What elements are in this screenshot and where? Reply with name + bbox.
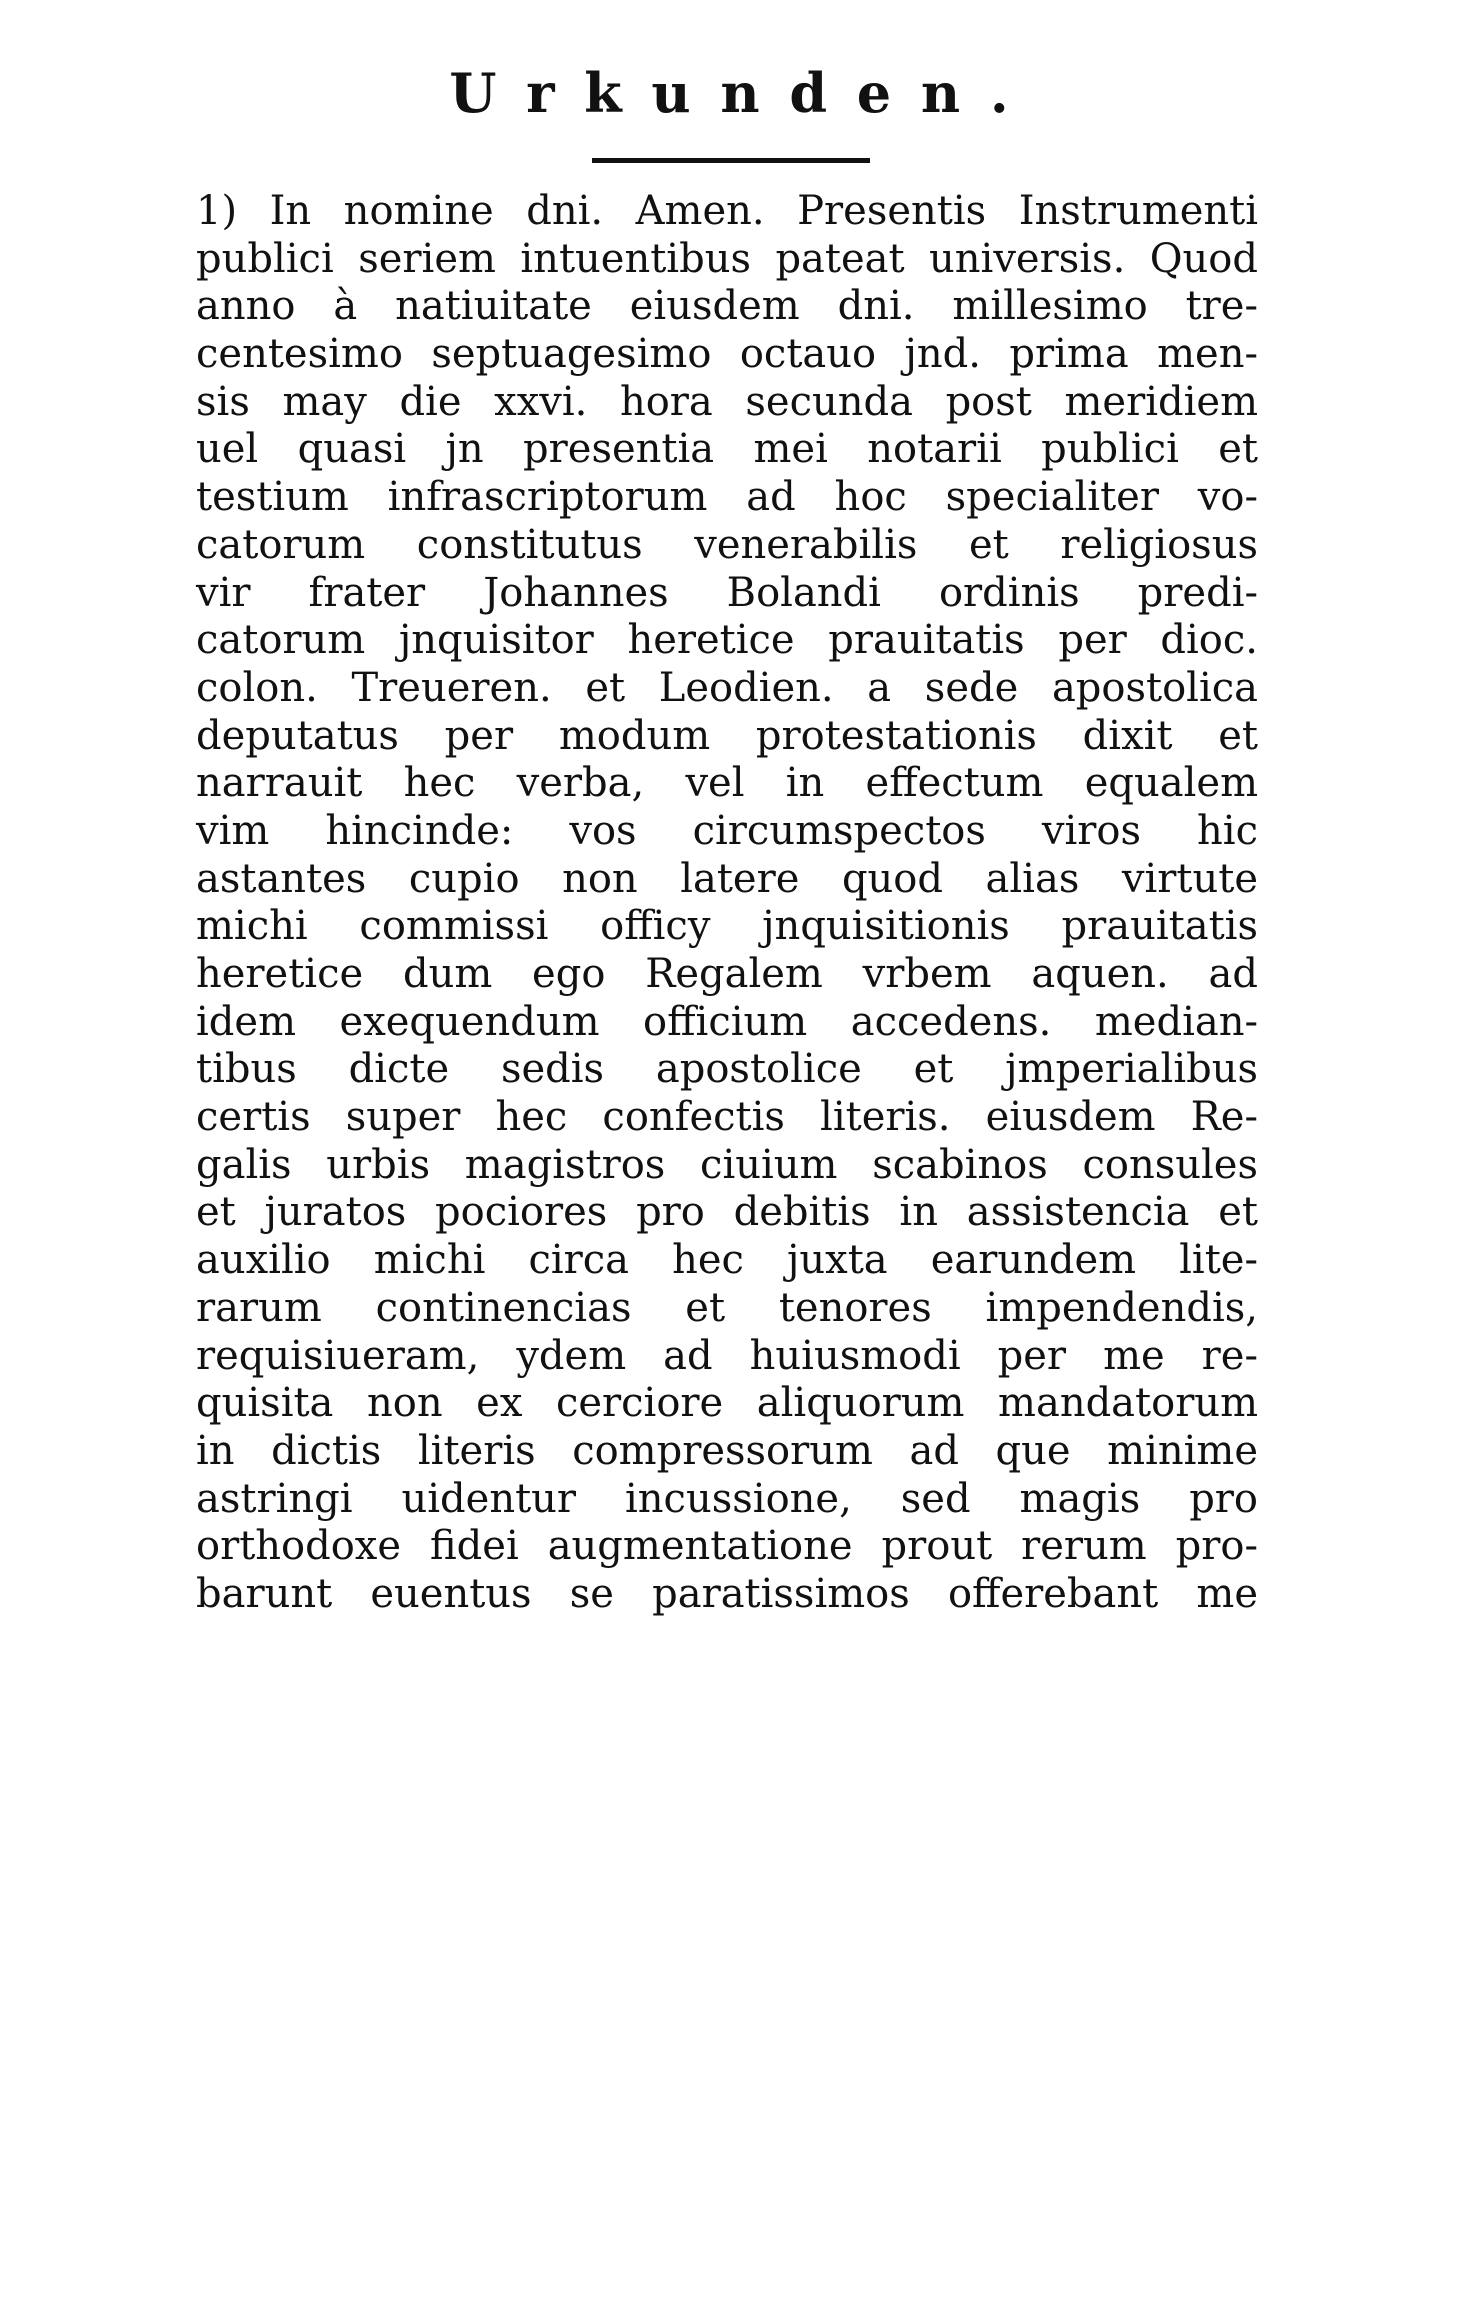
text-line: galis urbis magistros ciuium scabinos consules (196, 1141, 1258, 1188)
text-line: colon. Treueren. et Leodien. a sede apostolica (196, 664, 1258, 711)
heading-rule (592, 158, 870, 163)
text-line: tibus dicte sedis apostolice et jmperialibus (196, 1046, 1258, 1093)
text-line: sis may die xxvi. hora secunda post meridiem (196, 378, 1258, 425)
page-heading: Urkunden. (449, 61, 1039, 125)
text-line: deputatus per modum protestationis dixit et (196, 712, 1258, 759)
text-line: catorum constitutus venerabilis et religiosus (196, 521, 1258, 568)
text-line: astantes cupio non latere quod alias virtute (196, 855, 1258, 902)
text-line: certis super hec confectis literis. eiusdem Re- (196, 1094, 1258, 1141)
text-line: vir frater Johannes Bolandi ordinis predi- (196, 569, 1258, 616)
text-line: idem exequendum officium accedens. median- (196, 998, 1258, 1045)
text-line: michi commissi officy jnquisitionis prauitatis (196, 903, 1258, 950)
document-body (196, 188, 1258, 1619)
text-line: uel quasi jn presentia mei notarii publici et (196, 426, 1258, 473)
text-line: requisiueram, ydem ad huiusmodi per me re- (196, 1332, 1258, 1379)
text-line: barunt euentus se paratissimos offerebant me (196, 1570, 1258, 1617)
text-line: 1) In nomine dni. Amen. Presentis Instrumenti (196, 188, 1258, 234)
text-line: catorum jnquisitor heretice prauitatis per dioc. (196, 617, 1258, 664)
text-line: centesimo septuagesimo octauo jnd. prima men- (196, 331, 1258, 378)
text-line: et juratos pociores pro debitis in assistencia et (196, 1189, 1258, 1236)
text-line: heretice dum ego Regalem vrbem aquen. ad (196, 951, 1258, 997)
text-line: quisita non ex cerciore aliquorum mandatorum (196, 1380, 1258, 1427)
text-line: astringi uidentur incussione, sed magis pro (196, 1475, 1258, 1522)
text-line: orthodoxe fidei augmentatione prout rerum pro- (196, 1523, 1258, 1570)
text-line: vim hincinde: vos circumspectos viros hic (196, 807, 1258, 854)
text-line: narrauit hec verba, vel in effectum equalem (196, 760, 1258, 807)
text-line: anno à natiuitate eiusdem dni. millesimo tre- (196, 283, 1258, 330)
text-line: publici seriem intuentibus pateat universis. Quod (196, 235, 1258, 282)
text-line: rarum continencias et tenores impendendis, (196, 1284, 1258, 1331)
text-line: testium infrascriptorum ad hoc specialiter vo- (196, 474, 1258, 521)
text-line: in dictis literis compressorum ad que minime (196, 1427, 1258, 1474)
text-line: auxilio michi circa hec juxta earundem lite- (196, 1237, 1258, 1284)
